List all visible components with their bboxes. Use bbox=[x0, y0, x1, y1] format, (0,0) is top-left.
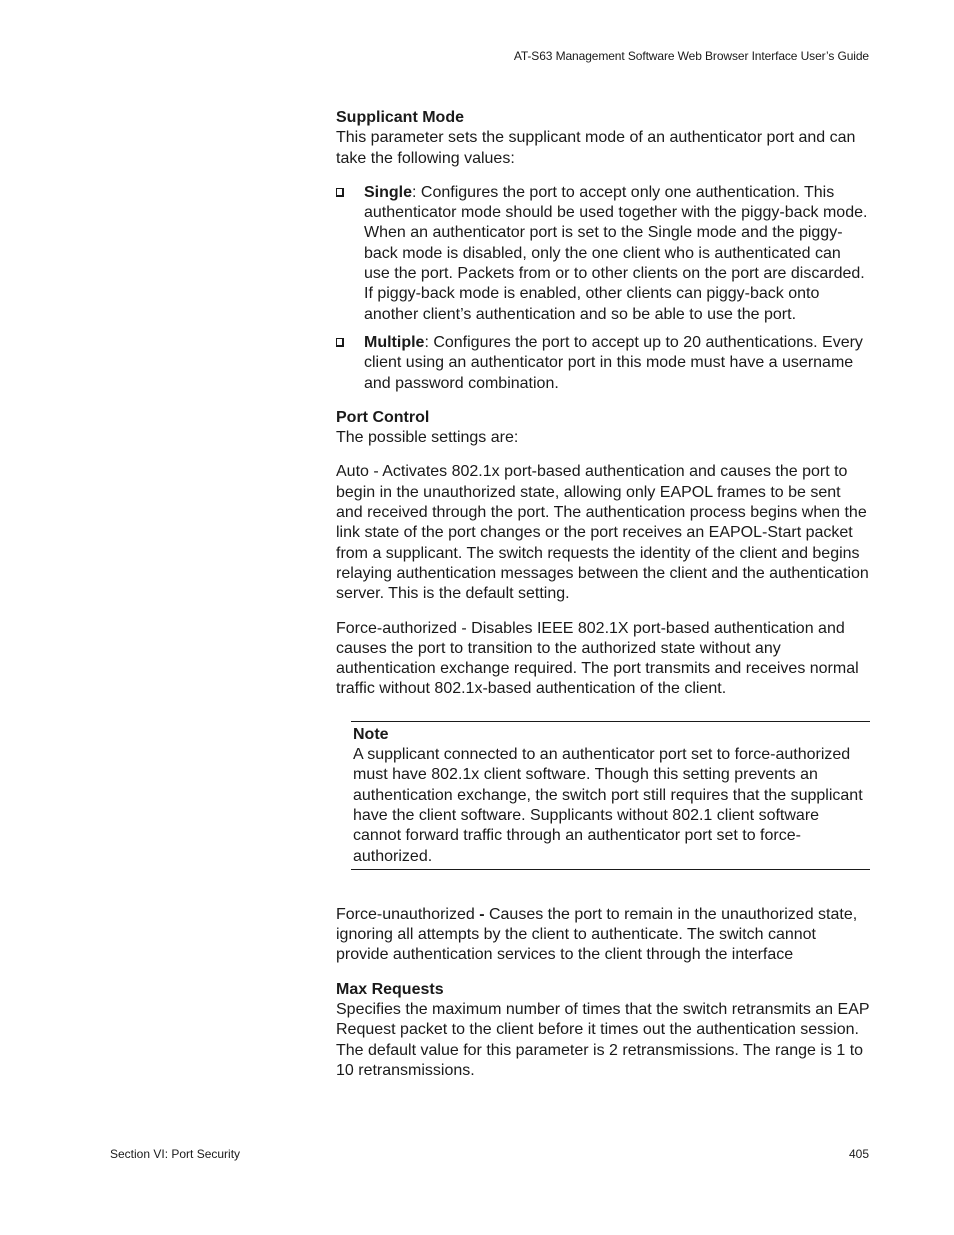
max-requests-text: Specifies the maximum number of times that the switch retransmits an EAP Request packet to the client before it times out the authentication session. The default value for this parameter is 2 retransmissions. The range is 1 to 10 retransmissions. bbox=[336, 1000, 870, 1079]
port-control-intro: The possible settings are: bbox=[336, 429, 519, 447]
auto-paragraph: Auto - Activates 802.1x port-based authentication and causes the port to begin in the unauthorized state, allowing only EAPOL frames to be sent and received through the port. The authentication process begins when the link state of the port changes or the port receives an EAPOL-Start packet from a supplicant. The switch requests the identity of the client and begins relaying authentication messages between the client and the authentication server. This is the default setting. bbox=[336, 463, 869, 603]
note-title: Note bbox=[353, 725, 389, 743]
force-unauthorized-dash: - bbox=[479, 905, 485, 923]
bullet-single bbox=[336, 183, 870, 325]
port-control-heading: Port Control bbox=[336, 408, 430, 426]
multiple-text: : Configures the port to accept up to 20 authentications. Every client using an authenticator port in this mode must have a username and password combination. bbox=[364, 333, 863, 392]
running-header: AT-S63 Management Software Web Browser Interface User’s Guide bbox=[513, 49, 869, 63]
footer-section: Section VI: Port Security bbox=[110, 1147, 241, 1161]
supplicant-mode-heading: Supplicant Mode bbox=[336, 109, 464, 126]
main-content bbox=[336, 108, 870, 1081]
bullet-multiple bbox=[336, 333, 870, 394]
single-text: : Configures the port to accept only one authentication. This authenticator mode should be used together with the piggy-back mode. When an authenticator port is set to the Single mode and the piggy-back mode is disabled, only the one client who is authenticated can use the port. Packets from or to other clients on the port are discarded. If piggy-back mode is enabled, other clients can piggy-back onto another client’s authentication and so be able to use the port. bbox=[364, 183, 868, 323]
multiple-term: Multiple bbox=[364, 333, 425, 351]
single-term: Single bbox=[364, 183, 413, 201]
footer-page-number: 405 bbox=[848, 1147, 869, 1161]
force-unauthorized-text: Causes the port to remain in the unauthorized state, ignoring all attempts by the client to authenticate. The switch cannot provide authentication services to the client through the interface bbox=[336, 905, 858, 964]
note-text: A supplicant connected to an authenticator port set to force-authorized must have 802.1x client software. Though this setting prevents an authentication exchange, the switch port still requires that the supplicant have the client software. Supplicants without 802.1 client software cannot forward traffic through an authenticator port set to force-authorized. bbox=[353, 746, 863, 865]
force-authorized-paragraph: Force-authorized - Disables IEEE 802.1X port-based authentication and causes the port to transition to the authorized state without any authentication exchange required. The port transmits and receives normal traffic without 802.1x-based authentication of the client. bbox=[336, 619, 859, 698]
checkbox-bullet-icon bbox=[336, 338, 344, 347]
max-requests-heading: Max Requests bbox=[336, 980, 444, 998]
force-unauthorized-paragraph bbox=[336, 905, 870, 966]
note-box bbox=[351, 721, 870, 870]
force-unauthorized-term: Force-unauthorized bbox=[336, 905, 480, 923]
supplicant-mode-intro: This parameter sets the supplicant mode of an authenticator port and can take the following values: bbox=[336, 129, 856, 167]
checkbox-bullet-icon bbox=[336, 188, 344, 197]
